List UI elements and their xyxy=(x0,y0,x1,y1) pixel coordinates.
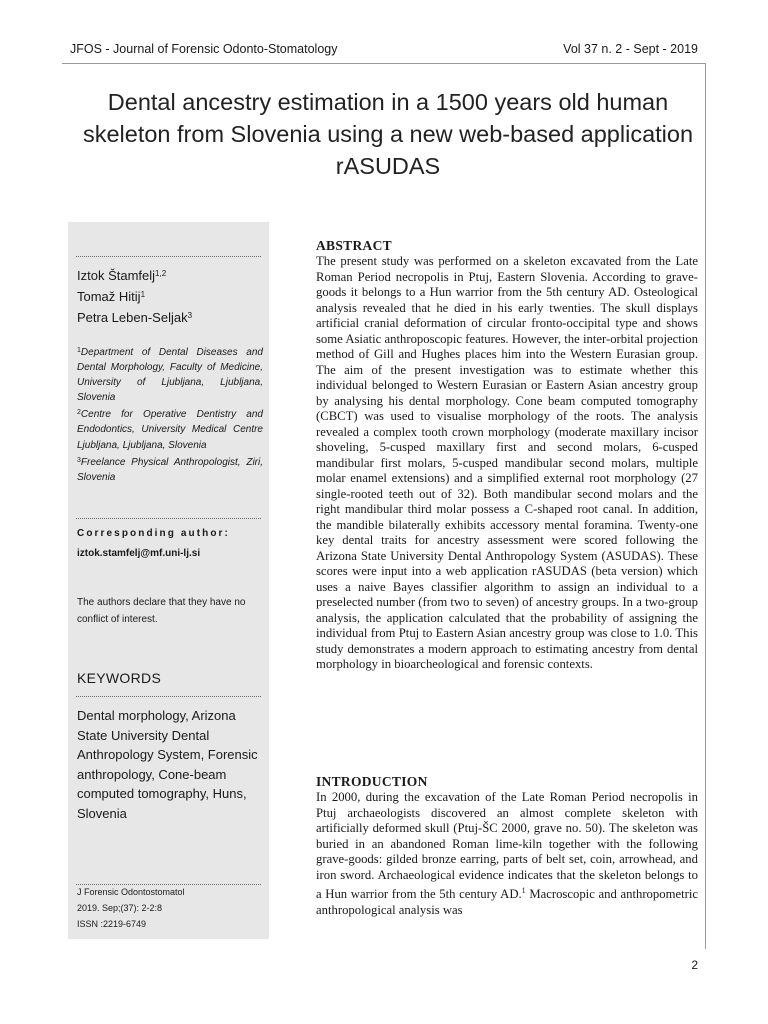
footnote-ref: 1 xyxy=(521,886,526,895)
author-list xyxy=(77,264,263,327)
abstract-heading: ABSTRACT xyxy=(316,238,392,253)
author: Petra Leben-Seljak$^3$ xyxy=(77,310,193,325)
author: Iztok Štamfelj$^{1,2}$ xyxy=(77,268,167,283)
author: Tomaž Hitij$^1$ xyxy=(77,289,146,304)
keywords-text: Dental morphology, Arizona State University Dental Anthropology System, Forensic anthropology, Cone-beam computed tomography, Huns, Slovenia xyxy=(77,708,258,821)
sidebar xyxy=(68,222,269,939)
divider xyxy=(76,256,261,257)
right-margin-rule xyxy=(705,63,706,949)
citation-issn: ISSN :2219-6749 xyxy=(77,919,147,929)
divider xyxy=(76,518,261,519)
abstract-text: The present study was performed on a skeleton excavated from the Late Roman Period necropolis in Ptuj, Eastern Slovenia. According to grave-goods it belongs to a Hun warrior from the 5th century AD. Osteological analysis revealed that he died in his early twenties. The skull displays artificial cranial deformation of circular fronto-occipital type and shows some Asiatic anthroposcopic features. However, the inter-orbital projection method of Gill and Hughes places him into the Western Eurasian group. The aim of the present investigation was to estimate whether this individual belonged to Western Eurasian or Eastern Asian ancestry group by analysing his dental morphology. Cone beam computed tomography (CBCT) was used to visualise morphology of the roots. The analysis revealed a complex tooth crown morphology (moderate maxillary incisor shoveling, 5-cusped maxillary first and second molars, 6-cusped mandibular first molars, 5-cusped mandibular second molars, multiple molar enamel extensions) and a simplified external root morphology (27 single-rooted teeth out of 32). Both mandibular second molars and the right mandibular third molar possess a C-shaped root canal. In addition, the mandible bilaterally exhibits accessory mental foramina. Twenty-one key dental traits for ancestry assessment were scored following the Arizona State University Dental Anthropology System (ASUDAS). These scores were input into a web application rASUDAS (beta version) which uses a naive Bayes classifier algorithm to assign an individual to a preselected number (from two to seven) of ancestry groups. In a two-group analysis, the application calculated that the probability of assigning the individual from Ptuj to Eastern Asian ancestry group was close to 1.0. This study demonstrates a modern approach to estimating ancestry from dental morphology in bioarcheological and forensic contexts. xyxy=(316,254,698,671)
abstract-section xyxy=(316,238,698,673)
introduction-text: In 2000, during the excavation of the Late Roman Period necropolis in Ptuj archaeologists discovered an almost complete skeleton with artificially deformed skull (Ptuj-ŠC 2000, grave no. 50). The skeleton was buried in an abandoned Roman lime-kiln together with the following grave-goods: gilded bronze earring, parts of belt set, coin, arrowhead, and iron sword. Archaeological evidence indicates that the skeleton belongs to a Hun warrior from the 5th century AD.$^1$ Macroscopic and anthropometric anthropological analysis was xyxy=(316,790,698,917)
keywords-heading: KEYWORDS xyxy=(77,670,162,686)
introduction-section xyxy=(316,774,698,918)
affiliation: $^1$Department of Dental Diseases and Dental Morphology, Faculty of Medicine, University of Ljubljana, Ljubljana, Slovenia xyxy=(77,347,263,404)
corresponding-email[interactable]: iztok.stamfelj@mf.uni-lj.si xyxy=(77,548,201,559)
affiliation: $^2$Centre for Operative Dentistry and Endodontics, University Medical Centre Ljubljana, Ljubljana, Slovenia xyxy=(77,409,263,451)
affiliation: $^3$Freelance Physical Anthropologist, Ziri, Slovenia xyxy=(77,456,263,483)
divider xyxy=(76,696,261,697)
journal-name: JFOS - Journal of Forensic Odonto-Stomatology xyxy=(70,42,338,56)
page-number: 2 xyxy=(691,958,698,972)
issue-info: Vol 37 n. 2 - Sept - 2019 xyxy=(563,42,698,56)
header-rule xyxy=(62,63,706,64)
citation-journal: J Forensic Odontostomatol xyxy=(77,887,185,897)
citation-info xyxy=(77,884,263,932)
corresponding-author-label: Corresponding author: xyxy=(77,528,230,539)
conflict-statement: The authors declare that they have no conflict of interest. xyxy=(77,597,246,625)
introduction-heading: INTRODUCTION xyxy=(316,774,428,789)
article-title: Dental ancestry estimation in a 1500 years old human skeleton from Slovenia using a new web-based application rASUDAS xyxy=(82,89,694,179)
affiliations xyxy=(77,343,263,485)
citation-date: 2019. Sep;(37): 2-2:8 xyxy=(77,903,163,913)
